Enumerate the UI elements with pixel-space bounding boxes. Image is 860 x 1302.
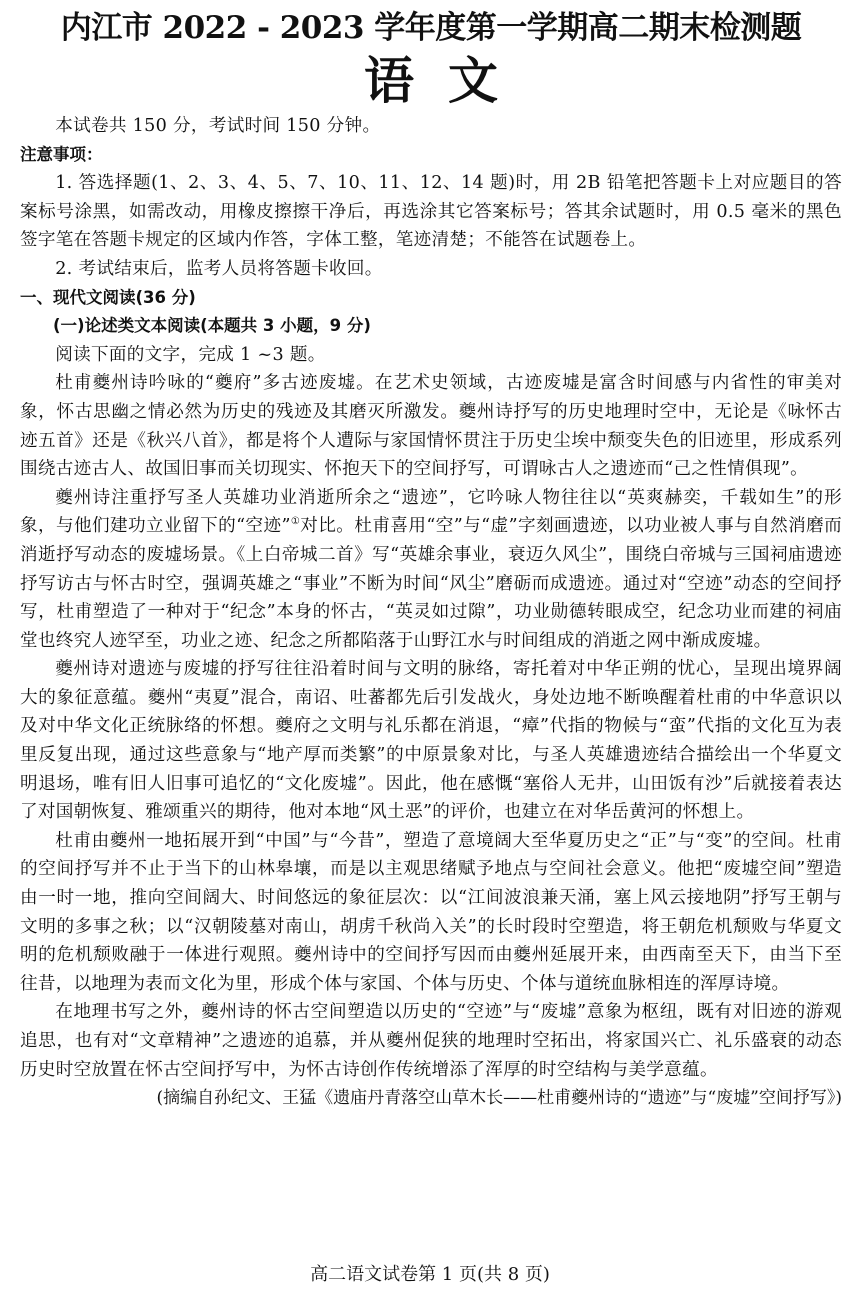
section-heading: 一、现代文阅读(36 分) <box>20 287 196 307</box>
passage-paragraph-1: 杜甫夔州诗吟咏的“夔府”多古迹废墟。在艺术史领域，古迹废墟是富含时间感与内省性的审美对象，怀古思幽之情必然为历史的残迹及其磨灭所激发。夔州诗抒写的历史地理时空中，无论是《咏怀古迹五首》还是《秋兴八首》，都是将个人遭际与家国情怀贯注于历史尘埃中颓变失色的旧迹里，形成系列围绕古迹古人、故国旧事而关切现实、怀抱天下的空间抒写，可谓咏古人之遗迹而“己之性情俱现”。 <box>20 373 842 480</box>
notes-heading: 注意事项： <box>20 144 103 164</box>
passage-paragraph-2-part-2: 对比。杜甫喜用“空”与“虚”字刻画遗迹，以功业被人事与自然消磨而消逝抒写动态的废墟场景。《上白帝城二首》写“英雄余事业，衰迈久风尘”，围绕白帝城与三国祠庙遗迹抒写访古与怀古时空，强调英雄之“事业”不断为时间“风尘”磨砺而成遗迹。通过对“空迹”动态的空间抒写，杜甫塑造了一种对于“纪念”本身的怀古，“英灵如过隙”，功业勋德转眼成空，纪念功业而建的祠庙堂也终究人迹罕至，功业之迹、纪念之所都陷落于山野江水与时间组成的消逝之网中渐成废墟。 <box>20 516 842 651</box>
section-subheading: (一)论述类文本阅读(本题共 3 小题，9 分) <box>53 316 371 336</box>
reading-instruction: 阅读下面的文字，完成 1 ~3 题。 <box>55 344 326 365</box>
passage-paragraph-2-part-1: 夔州诗注重抒写圣人英雄功业消逝所余之“遗迹”，它吟咏人物往往以“英爽赫奕，千载如生”的形象，与他们建功立业留下的“空迹” <box>20 487 842 537</box>
exam-title: 内江市 2022 - 2023 学年度第一学期高二期末检测题 <box>60 10 802 46</box>
note-item-2: 2. 考试结束后，监考人员将答题卡收回。 <box>55 258 383 279</box>
passage-paragraph-4: 杜甫由夔州一地拓展开到“中国”与“今昔”，塑造了意境阔大至华夏历史之“正”与“变”的空间。杜甫的空间抒写并不止于当下的山林皋壤，而是以主观思绪赋予地点与空间社会意义。他把“废墟空间”塑造由一时一地，推向空间阔大、时间悠远的象征层次：以“江间波浪兼天涌，塞上风云接地阴”抒写王朝与文明的多事之秋；以“汉朝陵墓对南山，胡虏千秋尚入关”的长时段时空塑造，将王朝危机颓败与华夏文明的危机颓败融于一体进行观照。夔州诗中的空间抒写因而由夔州延展开来，由西南至天下，由当下至往昔，以地理为表而文化为里，形成个体与家国、个体与历史、个体与道统血脉相连的浑厚诗境。 <box>20 830 842 994</box>
passage-paragraph-3: 夔州诗对遗迹与废墟的抒写往往沿着时间与文明的脉络，寄托着对中华正朔的忧心，呈现出境界阔大的象征意蕴。夔州“夷夏”混合，南诏、吐蕃都先后引发战火，身处边地不断唤醒着杜甫的中华意识以及对中华文化正统脉络的怀想。夔府之文明与礼乐都在消退，“瘴”代指的物候与“蛮”代指的文化互为表里反复出现，通过这些意象与“地产厚而类繁”的中原景象对比，与圣人英雄遗迹结合描绘出一个华夏文明退场，唯有旧人旧事可追忆的“文化废墟”。因此，他在感慨“塞俗人无井，山田饭有沙”后就接着表达了对国朝恢复、雅颂重兴的期待，他对本地“风土恶”的评价，也建立在对华岳黄河的怀想上。 <box>20 659 842 823</box>
footnote-marker: ① <box>290 516 301 528</box>
page-footer: 高二语文试卷第 1 页(共 8 页) <box>310 1264 550 1285</box>
note-item-1: 1. 答选择题(1、2、3、4、5、7、10、11、12、14 题)时，用 2B 铅笔把答题卡上对应题目的答案标号涂黑，如需改动，用橡皮擦擦干净后，再选涂其它答案标号；答其余试题时，用 0.5 毫米的黑色签字笔在答题卡规定的区域内作答，字体工整，笔迹清楚；不能答在试题卷上。 <box>20 173 842 251</box>
exam-intro: 本试卷共 150 分，考试时间 150 分钟。 <box>55 116 381 136</box>
passage-paragraph-5: 在地理书写之外，夔州诗的怀古空间塑造以历史的“空迹”与“废墟”意象为枢纽，既有对旧迹的游观追思，也有对“文章精神”之遗迹的追慕，并从夔州促狭的地理时空拓出，将家国兴亡、礼乐盛衰的动态历史时空放置在怀古空间抒写中，为怀古诗创作传统增添了浑厚的时空结构与美学意蕴。 <box>20 1002 842 1080</box>
passage-paragraph-2 <box>20 484 842 656</box>
passage-source: (摘编自孙纪文、王猛《遗庙丹青落空山草木长——杜甫夔州诗的“遗迹”与“废墟”空间抒写》) <box>156 1088 842 1109</box>
subject-title: 语文 <box>364 51 532 110</box>
